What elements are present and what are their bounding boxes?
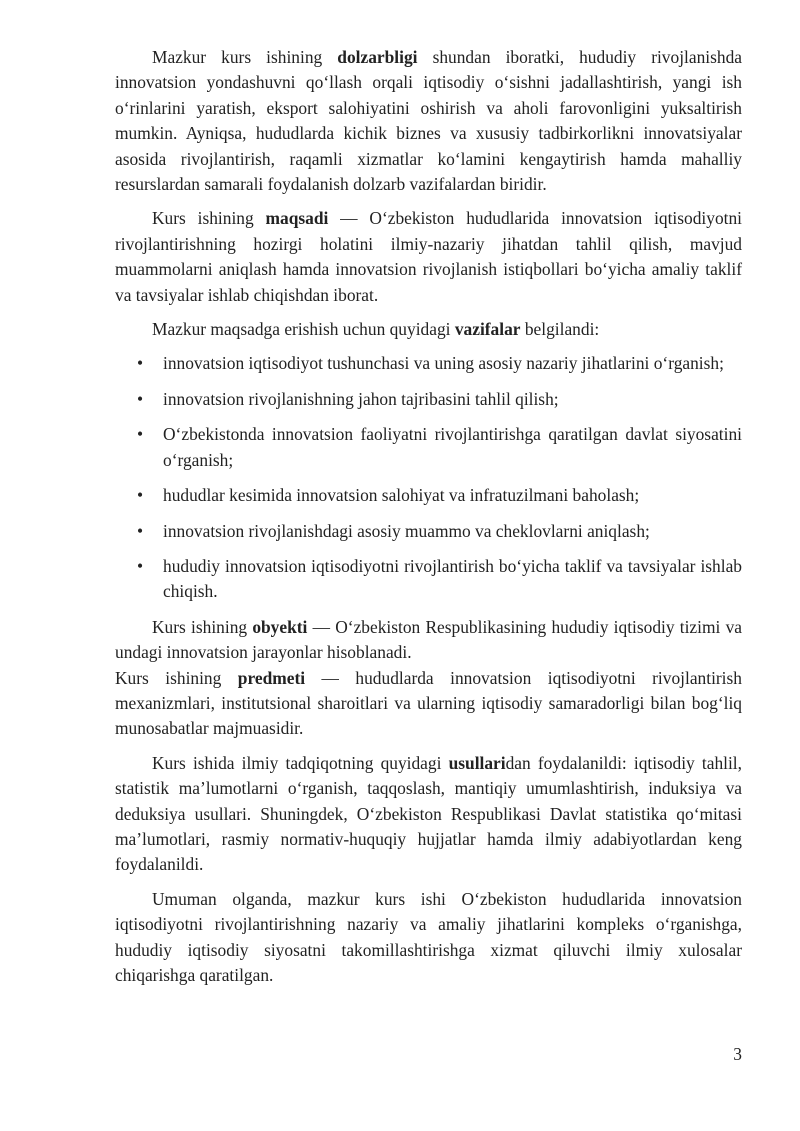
page-number: 3 bbox=[733, 1044, 742, 1064]
list-item: • innovatsion rivojlanishning jahon tajribasini tahlil qilish; bbox=[115, 387, 742, 412]
object-term: obyekti bbox=[252, 616, 308, 637]
list-item: • hududlar kesimida innovatsion salohiyat va infratuzilmani baholash; bbox=[115, 483, 742, 508]
bullet-icon: • bbox=[137, 424, 144, 445]
conclusion-paragraph: Umuman olganda, mazkur kurs ishi O‘zbekiston hududlarida innovatsion iqtisodiyotni rivojlantirishning nazariy va amaliy jihatlarini kompleks o‘rganishga, hududiy iqtisodiy siyosatni takomillashtirishga xizmat qiluvchi ilmiy xulosalar chiqarishga qaratilgan. bbox=[115, 888, 742, 985]
list-item: • O‘zbekistonda innovatsion faoliyatni rivojlantirishga qaratilgan davlat siyosatini o‘rganish; bbox=[137, 424, 742, 470]
bullet-icon: • bbox=[137, 555, 144, 576]
bullet-icon: • bbox=[137, 485, 144, 506]
bullet-icon: • bbox=[137, 520, 144, 541]
list-item: • innovatsion iqtisodiyot tushunchasi va uning asosiy nazariy jihatlarini o‘rganish; bbox=[115, 351, 742, 376]
list-item: • innovatsion rivojlanishdagi asosiy muammo va cheklovlarni aniqlash; bbox=[115, 519, 742, 544]
subject-term: predmeti bbox=[237, 667, 306, 688]
relevance-paragraph: Mazkur kurs ishining dolzarbligi shundan iboratki, hududiy rivojlanishda innovatsion yondashuvni qo‘llash orqali iqtisodiy o‘sishni jadallashtirish, yangi ish o‘rinlarini yaratish, eksport salohiyatini oshirish va aholi farovonligini yuksaltirish mumkin. Ayniqsa, hududlarda kichik biznes va xususiy tadbirkorlikni innovatsiyalar asosida rivojlantirish, raqamli xizmatlar ko‘lamini kengaytirish hamda mahalliy resurslardan samarali foydalanish dolzarb vazifalardan biridir. bbox=[115, 47, 742, 195]
bullet-icon: • bbox=[137, 353, 144, 374]
goal-term: maqsadi bbox=[265, 208, 329, 229]
tasks-list bbox=[115, 351, 742, 604]
goal-paragraph: Kurs ishining maqsadi — O‘zbekiston hududlarida innovatsion iqtisodiyotni rivojlantirishning hozirgi holatini ilmiy-nazariy jihatdan tahlil qilish, mavjud muammolarni aniqlash hamda innovatsion rivojlanish istiqbollari bo‘yicha amaliy taklif va tavsiyalar ishlab chiqishdan iborat. bbox=[115, 208, 742, 305]
list-item: • hududiy innovatsion iqtisodiyotni rivojlantirish bo‘yicha taklif va tavsiyalar ishlab chiqish. bbox=[137, 555, 742, 602]
bullet-icon: • bbox=[137, 388, 144, 409]
relevance-term: dolzarbligi bbox=[337, 47, 418, 67]
object-subject-paragraph: Kurs ishining obyekti — O‘zbekiston Respublikasining hududiy iqtisodiy tizimi va undagi innovatsion jarayonlar hisoblanadi. Kurs ishining predmeti — hududlarda innovatsion iqtisodiyotni rivojlantirish mexanizmlari, institutsional sharoitlari va ularning iqtisodiy samaradorligi bilan bog‘liq munosabatlar majmuasidir. bbox=[115, 616, 742, 739]
methods-paragraph: Kurs ishida ilmiy tadqiqotning quyidagi usullaridan foydalanildi: iqtisodiy tahlil, statistik ma’lumotlarni o‘rganish, taqqoslash, mantiqiy umumlashtirish, induksiya va deduksiya usullari. Shuningdek, O‘zbekiston Respublikasi Davlat statistika qo‘mitasi ma’lumotlari, rasmiy normativ-huquqiy hujjatlar hamda ilmiy adabiyotlardan keng foydalanildi. bbox=[115, 752, 742, 875]
tasks-term: vazifalar bbox=[454, 319, 521, 340]
methods-term: usullari bbox=[448, 752, 506, 773]
tasks-intro-paragraph: Mazkur maqsadga erishish uchun quyidagi vazifalar belgilandi: bbox=[152, 319, 600, 340]
